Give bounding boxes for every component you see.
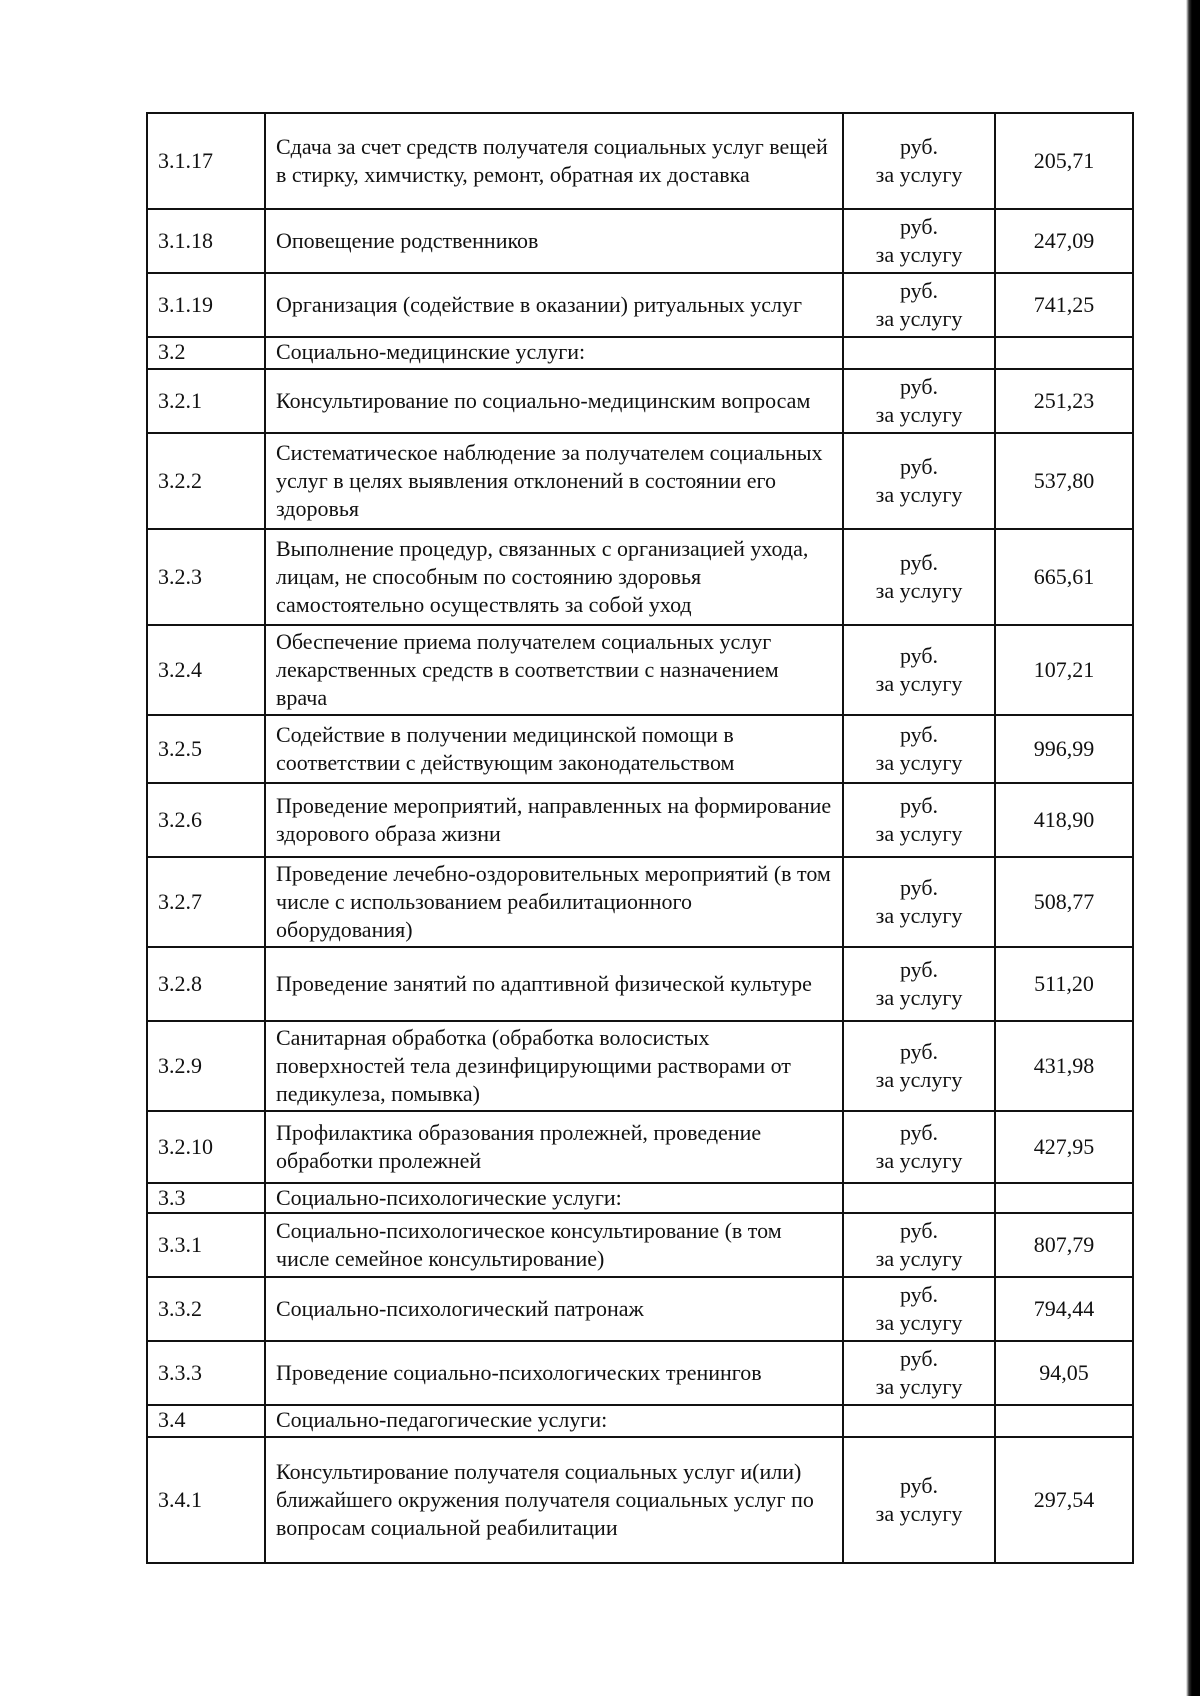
- section-row: [147, 337, 1133, 369]
- unit-cell: [843, 625, 995, 715]
- unit-currency: руб.: [899, 550, 939, 575]
- table-row: [147, 1111, 1133, 1183]
- unit-per-service: за услугу: [875, 482, 963, 507]
- table-row: [147, 529, 1133, 625]
- table-row: [147, 715, 1133, 783]
- table-row: [147, 1277, 1133, 1341]
- price-value: 508,77: [995, 857, 1133, 947]
- table-row: [147, 857, 1133, 947]
- unit-currency: руб.: [899, 1282, 939, 1307]
- unit-cell: [843, 1437, 995, 1563]
- unit-cell: [843, 209, 995, 273]
- price-value: 247,09: [995, 209, 1133, 273]
- table-row: [147, 433, 1133, 529]
- table-row: [147, 783, 1133, 857]
- table-row: [147, 625, 1133, 715]
- unit-currency: руб.: [899, 957, 939, 982]
- service-name: Содействие в получении медицинской помощи в соответствии с действующим законодательством: [265, 715, 843, 783]
- table-row: [147, 369, 1133, 433]
- section-title: Социально-педагогические услуги:: [265, 1405, 843, 1437]
- table-row: [147, 1437, 1133, 1563]
- unit-per-service: за услугу: [875, 1067, 963, 1092]
- tariff-table: [146, 112, 1134, 1564]
- service-code: 3.1.18: [147, 209, 265, 273]
- unit-per-service: за услугу: [875, 821, 963, 846]
- unit-cell: [843, 529, 995, 625]
- unit-cell: [843, 1341, 995, 1405]
- service-name: Социально-психологический патронаж: [265, 1277, 843, 1341]
- unit-currency: руб.: [899, 134, 939, 159]
- service-code: 3.2.5: [147, 715, 265, 783]
- unit-currency: руб.: [899, 1346, 939, 1371]
- service-code: 3.4: [147, 1405, 265, 1437]
- price-value: 427,95: [995, 1111, 1133, 1183]
- service-code: 3.2.4: [147, 625, 265, 715]
- service-code: 3.4.1: [147, 1437, 265, 1563]
- unit-per-service: за услугу: [875, 1246, 963, 1271]
- price-value: 511,20: [995, 947, 1133, 1021]
- price-value: 107,21: [995, 625, 1133, 715]
- service-name: Санитарная обработка (обработка волосистых поверхностей тела дезинфицирующими растворами от педикулеза, помывка): [265, 1021, 843, 1111]
- unit-currency: руб.: [899, 1473, 939, 1498]
- service-name: Проведение мероприятий, направленных на формирование здорового образа жизни: [265, 783, 843, 857]
- service-code: 3.1.19: [147, 273, 265, 337]
- service-name: Систематическое наблюдение за получателем социальных услуг в целях выявления отклонений в состоянии его здоровья: [265, 433, 843, 529]
- service-code: 3.3.3: [147, 1341, 265, 1405]
- unit-per-service: за услугу: [875, 903, 963, 928]
- unit-currency: руб.: [899, 454, 939, 479]
- unit-currency: руб.: [899, 1039, 939, 1064]
- unit-cell: [843, 337, 995, 369]
- unit-per-service: за услугу: [875, 1501, 963, 1526]
- unit-cell: [843, 1405, 995, 1437]
- service-code: 3.3: [147, 1183, 265, 1213]
- table-row: [147, 1213, 1133, 1277]
- table-row: [147, 113, 1133, 209]
- unit-per-service: за услугу: [875, 671, 963, 696]
- service-code: 3.2.10: [147, 1111, 265, 1183]
- table-row: [147, 947, 1133, 1021]
- service-name: Обеспечение приема получателем социальных услуг лекарственных средств в соответствии с назначением врача: [265, 625, 843, 715]
- scan-edge: [1186, 0, 1200, 1696]
- service-code: 3.3.2: [147, 1277, 265, 1341]
- service-name: Проведение лечебно-оздоровительных мероприятий (в том числе с использованием реабилитационного оборудования): [265, 857, 843, 947]
- service-name: Консультирование по социально-медицинским вопросам: [265, 369, 843, 433]
- service-name: Проведение занятий по адаптивной физической культуре: [265, 947, 843, 1021]
- price-value: 741,25: [995, 273, 1133, 337]
- unit-per-service: за услугу: [875, 985, 963, 1010]
- unit-currency: руб.: [899, 875, 939, 900]
- unit-currency: руб.: [899, 278, 939, 303]
- unit-currency: руб.: [899, 722, 939, 747]
- unit-per-service: за услугу: [875, 162, 963, 187]
- unit-cell: [843, 433, 995, 529]
- service-code: 3.2.3: [147, 529, 265, 625]
- table-row: [147, 1021, 1133, 1111]
- tariff-table-body: [147, 113, 1133, 1563]
- service-name: Проведение социально-психологических тренингов: [265, 1341, 843, 1405]
- unit-per-service: за услугу: [875, 750, 963, 775]
- price-value: 537,80: [995, 433, 1133, 529]
- service-name: Организация (содействие в оказании) ритуальных услуг: [265, 273, 843, 337]
- service-code: 3.3.1: [147, 1213, 265, 1277]
- unit-cell: [843, 113, 995, 209]
- unit-cell: [843, 1277, 995, 1341]
- unit-cell: [843, 1183, 995, 1213]
- service-code: 3.2.1: [147, 369, 265, 433]
- unit-currency: руб.: [899, 1218, 939, 1243]
- unit-cell: [843, 1021, 995, 1111]
- unit-per-service: за услугу: [875, 242, 963, 267]
- unit-cell: [843, 369, 995, 433]
- price-value: 205,71: [995, 113, 1133, 209]
- service-code: 3.2.9: [147, 1021, 265, 1111]
- service-name: Консультирование получателя социальных услуг и(или) ближайшего окружения получателя социальных услуг по вопросам социальной реабилитации: [265, 1437, 843, 1563]
- unit-cell: [843, 947, 995, 1021]
- unit-per-service: за услугу: [875, 1148, 963, 1173]
- price-value: 431,98: [995, 1021, 1133, 1111]
- service-code: 3.2.2: [147, 433, 265, 529]
- unit-cell: [843, 857, 995, 947]
- service-name: Оповещение родственников: [265, 209, 843, 273]
- unit-per-service: за услугу: [875, 578, 963, 603]
- section-title: Социально-психологические услуги:: [265, 1183, 843, 1213]
- service-code: 3.2.8: [147, 947, 265, 1021]
- unit-cell: [843, 273, 995, 337]
- unit-currency: руб.: [899, 793, 939, 818]
- service-code: 3.1.17: [147, 113, 265, 209]
- unit-currency: руб.: [899, 214, 939, 239]
- section-row: [147, 1183, 1133, 1213]
- service-code: 3.2.6: [147, 783, 265, 857]
- unit-cell: [843, 1213, 995, 1277]
- unit-currency: руб.: [899, 1120, 939, 1145]
- service-name: Выполнение процедур, связанных с организацией ухода, лицам, не способным по состоянию здоровья самостоятельно осуществлять за собой уход: [265, 529, 843, 625]
- price-value: 251,23: [995, 369, 1133, 433]
- table-row: [147, 1341, 1133, 1405]
- unit-currency: руб.: [899, 374, 939, 399]
- section-row: [147, 1405, 1133, 1437]
- service-name: Профилактика образования пролежней, проведение обработки пролежней: [265, 1111, 843, 1183]
- section-title: Социально-медицинские услуги:: [265, 337, 843, 369]
- price-value: 794,44: [995, 1277, 1133, 1341]
- unit-cell: [843, 783, 995, 857]
- unit-per-service: за услугу: [875, 1374, 963, 1399]
- unit-cell: [843, 1111, 995, 1183]
- service-code: 3.2.7: [147, 857, 265, 947]
- price-value: [995, 1405, 1133, 1437]
- table-row: [147, 273, 1133, 337]
- unit-cell: [843, 715, 995, 783]
- price-value: [995, 337, 1133, 369]
- price-value: 94,05: [995, 1341, 1133, 1405]
- service-name: Социально-психологическое консультирование (в том числе семейное консультирование): [265, 1213, 843, 1277]
- price-value: [995, 1183, 1133, 1213]
- unit-currency: руб.: [899, 643, 939, 668]
- unit-per-service: за услугу: [875, 402, 963, 427]
- price-value: 996,99: [995, 715, 1133, 783]
- service-name: Сдача за счет средств получателя социальных услуг вещей в стирку, химчистку, ремонт, обратная их доставка: [265, 113, 843, 209]
- table-row: [147, 209, 1133, 273]
- price-value: 418,90: [995, 783, 1133, 857]
- price-value: 807,79: [995, 1213, 1133, 1277]
- price-value: 297,54: [995, 1437, 1133, 1563]
- price-value: 665,61: [995, 529, 1133, 625]
- unit-per-service: за услугу: [875, 306, 963, 331]
- service-code: 3.2: [147, 337, 265, 369]
- unit-per-service: за услугу: [875, 1310, 963, 1335]
